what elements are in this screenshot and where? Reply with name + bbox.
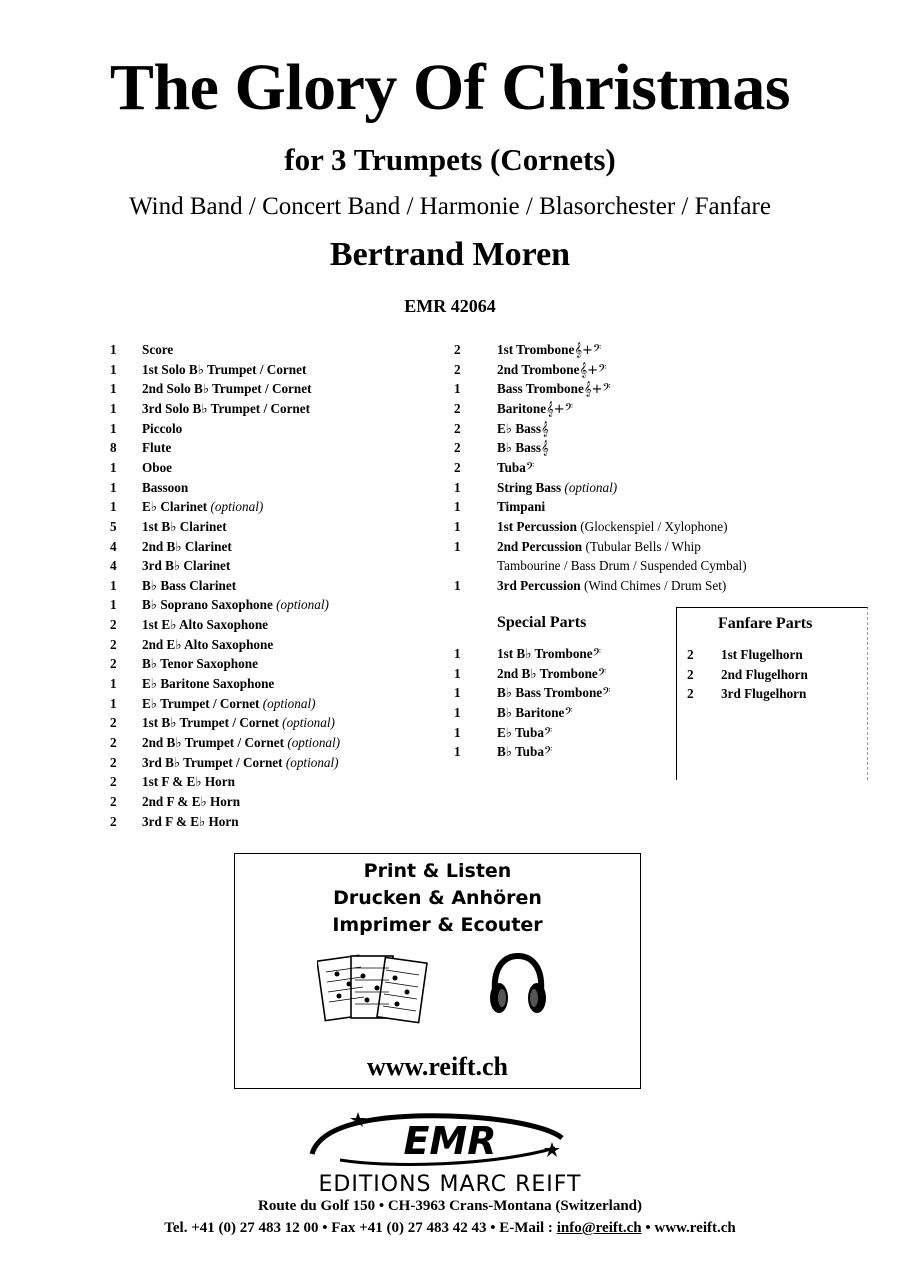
part-name: B♭ Tuba: [497, 744, 544, 760]
part-quantity: 1: [454, 518, 461, 534]
optional-note: (optional): [287, 735, 341, 750]
clef-icon: 𝄞: [540, 441, 549, 457]
part-name: 3rd B♭ Trumpet / Cornet: [142, 754, 283, 770]
part-name: 2nd B♭ Clarinet: [142, 538, 232, 554]
part-name: 2nd Percussion: [497, 538, 583, 554]
part-name: 3rd Percussion: [497, 577, 581, 593]
part-name: 2nd Solo B♭ Trumpet / Cornet: [142, 381, 312, 397]
part-name: Bassoon: [142, 479, 189, 495]
part-quantity: 1: [110, 577, 117, 593]
part-name: B♭ Soprano Saxophone: [142, 597, 273, 613]
part-quantity: 1: [454, 665, 461, 681]
part-quantity: 5: [110, 518, 117, 534]
part-quantity: 1: [110, 420, 117, 436]
optional-note: (optional): [262, 695, 316, 711]
part-quantity: 1: [110, 597, 117, 613]
composer-name: Bertrand Moren: [329, 236, 571, 273]
part-name: 1st Solo B♭ Trumpet / Cornet: [142, 361, 307, 377]
part-quantity: 1: [110, 361, 117, 377]
clef-icon: 𝄢: [525, 460, 535, 476]
part-quantity: 1: [110, 676, 117, 692]
part-name: 2nd B♭ Trombone: [497, 665, 598, 681]
optional-note: (optional): [285, 754, 339, 770]
part-quantity: 2: [454, 400, 461, 416]
part-quantity: 1: [454, 577, 461, 593]
emr-logo-text: EMR: [403, 1119, 497, 1163]
part-name: B♭ Baritone: [497, 704, 565, 720]
part-quantity: 1: [454, 744, 461, 760]
part-name: 2nd E♭ Alto Saxophone: [142, 636, 274, 652]
part-quantity: 1: [454, 685, 461, 701]
part-name: 2nd B♭ Trumpet / Cornet: [142, 735, 285, 750]
part-name: 2nd F & E♭ Horn: [142, 793, 241, 809]
fanfare-parts-box: [676, 607, 868, 780]
part-name: 3rd F & E♭ Horn: [142, 813, 239, 829]
part-quantity: 2: [454, 459, 461, 475]
publisher-name: EDITIONS MARC REIFT: [318, 1172, 582, 1197]
part-quantity: 1: [454, 724, 461, 740]
part-name: 1st B♭ Trombone: [497, 646, 593, 661]
part-quantity: 1: [454, 499, 461, 515]
optional-note: (optional): [282, 715, 335, 731]
optional-note: (optional): [276, 597, 329, 613]
catalog-number: EMR 42064: [404, 296, 496, 316]
drucken-anhoeren-text: Drucken & Anhören: [333, 887, 542, 909]
optional-note: (optional): [564, 479, 618, 495]
part-quantity: 2: [110, 813, 117, 829]
part-quantity: 1: [110, 400, 117, 416]
part-quantity: 4: [110, 538, 117, 554]
part-name: E♭ Clarinet: [142, 499, 208, 515]
clef-icon: 𝄞: [540, 421, 549, 437]
contact-website[interactable]: • www.reift.ch: [641, 1220, 736, 1236]
clef-icon: 𝄞+𝄢: [579, 362, 607, 378]
part-name: B♭ Tenor Saxophone: [142, 656, 258, 672]
part-quantity: 2: [110, 656, 117, 672]
part-name: 1st Flugelhorn: [721, 647, 803, 662]
website-url[interactable]: www.reift.ch: [366, 1052, 509, 1081]
part-quantity: 2: [110, 793, 117, 809]
part-name: 2nd Flugelhorn: [721, 666, 808, 682]
clef-icon: 𝄢: [543, 725, 553, 741]
part-quantity: 1: [454, 479, 461, 495]
part-quantity: 2: [454, 361, 461, 377]
part-quantity: 2: [110, 617, 117, 633]
part-quantity: 1: [454, 381, 461, 397]
imprimer-ecouter-text: Imprimer & Ecouter: [332, 914, 543, 936]
part-name: 1st B♭ Trumpet / Cornet: [142, 715, 279, 731]
part-name: 3rd Solo B♭ Trumpet / Cornet: [142, 400, 311, 416]
part-name: E♭ Baritone Saxophone: [142, 676, 275, 692]
part-name: 3rd Flugelhorn: [721, 686, 807, 702]
part-name: Timpani: [497, 499, 546, 515]
part-name: E♭ Tuba: [497, 724, 544, 740]
part-name: 2nd Trombone: [497, 361, 580, 377]
part-name: E♭ Bass: [497, 420, 541, 436]
part-quantity: 2: [454, 342, 461, 357]
emr-logo-icon: [300, 1108, 600, 1168]
part-quantity: 1: [110, 479, 117, 495]
sheet-music-icon: [317, 950, 429, 1030]
part-name: 1st Trombone: [497, 342, 575, 357]
genres-line: Wind Band / Concert Band / Harmonie / Blasorchester / Fanfare: [129, 193, 771, 220]
part-name: Oboe: [142, 459, 173, 475]
part-quantity: 2: [110, 754, 117, 770]
part-quantity: 2: [687, 686, 694, 702]
part-description: (Tubular Bells / Whip: [585, 538, 701, 554]
clef-icon: 𝄢: [564, 705, 573, 721]
part-name: Score: [142, 342, 174, 357]
part-name: String Bass: [497, 479, 562, 495]
part-quantity: 1: [110, 695, 117, 711]
page-title: The Glory Of Christmas: [109, 51, 791, 124]
part-name: B♭ Bass Clarinet: [142, 577, 237, 593]
part-quantity: 1: [454, 538, 461, 554]
part-quantity: 1: [454, 646, 461, 661]
part-quantity: 2: [110, 636, 117, 652]
part-quantity: 2: [110, 735, 117, 750]
part-description: (Glockenspiel / Xylophone): [580, 518, 728, 534]
contact-phone-fax: Tel. +41 (0) 27 483 12 00 • Fax +41 (0) 27 483 42 43 • E-Mail :: [164, 1220, 557, 1236]
part-name: B♭ Bass Trombone: [497, 685, 603, 701]
clef-icon: 𝄞+𝄢: [546, 401, 574, 417]
clef-icon: 𝄢: [597, 666, 607, 682]
part-name: B♭ Bass: [497, 440, 541, 456]
print-listen-text: Print & Listen: [363, 860, 512, 882]
optional-note: (optional): [210, 499, 264, 515]
part-quantity: 2: [454, 420, 461, 436]
part-name: Baritone: [497, 400, 547, 416]
publisher-contact: [0, 1220, 900, 1237]
part-quantity: 2: [110, 774, 117, 790]
print-listen-box: [234, 853, 641, 1089]
part-quantity: 1: [110, 381, 117, 397]
part-quantity: 2: [687, 666, 694, 682]
fanfare-parts-heading: Fanfare Parts: [718, 615, 813, 632]
part-name: Flute: [142, 440, 172, 456]
part-name: 1st Percussion: [497, 518, 577, 534]
part-name: 1st E♭ Alto Saxophone: [142, 617, 269, 633]
part-quantity: 1: [454, 704, 461, 720]
part-name: Tuba: [497, 459, 526, 475]
headphones-icon: [487, 952, 549, 1018]
part-quantity: 8: [110, 440, 117, 456]
special-parts-heading: Special Parts: [497, 614, 587, 631]
clef-icon: 𝄢: [602, 686, 611, 702]
part-name: 1st F & E♭ Horn: [142, 774, 235, 790]
clef-icon: 𝄞+𝄢: [583, 382, 611, 398]
part-quantity: 2: [454, 440, 461, 456]
part-name: Bass Trombone: [497, 381, 584, 397]
clef-icon: 𝄢: [592, 647, 601, 662]
publisher-address: Route du Golf 150 • CH-3963 Crans-Montana (Switzerland): [258, 1198, 642, 1214]
part-quantity: 2: [110, 715, 117, 731]
email-link[interactable]: info@reift.ch: [556, 1220, 642, 1236]
part-quantity: 4: [110, 558, 117, 574]
clef-icon: 𝄢: [543, 745, 553, 761]
part-description: (Wind Chimes / Drum Set): [583, 577, 727, 593]
part-description: Tambourine / Bass Drum / Suspended Cymbal): [497, 558, 747, 574]
part-name: 1st B♭ Clarinet: [142, 518, 227, 534]
part-quantity: 1: [110, 499, 117, 515]
clef-icon: 𝄞+𝄢: [574, 343, 602, 358]
part-name: E♭ Trumpet / Cornet: [142, 695, 260, 711]
part-quantity: 1: [110, 342, 117, 357]
part-name: Piccolo: [142, 420, 183, 436]
part-name: 3rd B♭ Clarinet: [142, 558, 231, 574]
part-quantity: 1: [110, 459, 117, 475]
part-quantity: 2: [687, 647, 694, 662]
subtitle: for 3 Trumpets (Cornets): [284, 142, 616, 177]
